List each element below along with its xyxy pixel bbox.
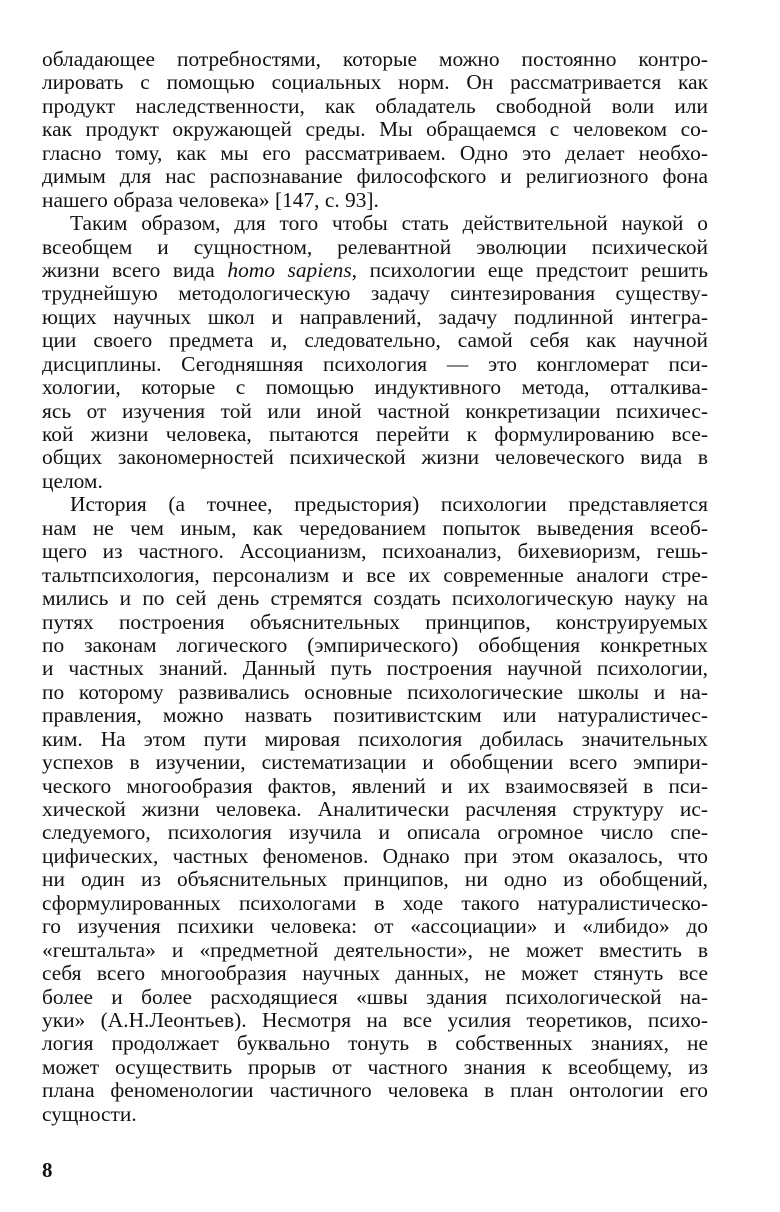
text-line: ческого многообразия фактов, явлений и их взаимосвязей в пси- xyxy=(42,774,708,798)
text-line: ции своего предмета и, следовательно, самой себя как научной xyxy=(42,329,708,353)
text-line: гласно тому, как мы его рассматриваем. Одно это делает необхо- xyxy=(42,141,708,165)
text-line: сущности. xyxy=(42,1102,137,1126)
text-line: ни один из объяснительных принципов, ни одно из обобщений, xyxy=(42,868,708,892)
text-line: жизни всего вида homo sapiens, психологии еще предстоит решить xyxy=(42,258,708,282)
text-line: сформулированных психологами в ходе такого натуралистическо- xyxy=(42,891,708,915)
text-line: как продукт окружающей среды. Мы обращаемся с человеком со- xyxy=(42,118,708,142)
text-line: «гештальта» и «предметной деятельности», не может вместить в xyxy=(42,938,708,962)
text-line: нашего образа человека» [147, с. 93]. xyxy=(42,188,379,212)
body-text xyxy=(42,48,708,1126)
paragraph-3 xyxy=(42,493,708,1126)
text-line: го изучения психики человека: от «ассоциации» и «либидо» до xyxy=(42,915,708,939)
text-line: правления, можно назвать позитивистским или натуралистичес- xyxy=(42,704,708,728)
text-line: может осуществить прорыв от частного знания к всеобщему, из xyxy=(42,1055,708,1079)
text-line: Таким образом, для того чтобы стать действительной наукой о xyxy=(70,212,708,236)
text-line: путях построения объяснительных принципов, конструируемых xyxy=(42,610,708,634)
text-line: димым для нас распознавание философского и религиозного фона xyxy=(42,165,708,189)
text-line: более и более расходящиеся «швы здания психологической на- xyxy=(42,985,708,1009)
text-line: нам не чем иным, как чередованием попыток выведения всеоб- xyxy=(42,516,708,540)
text-line: уки» (А.Н.Леонтьев). Несмотря на все усилия теоретиков, психо- xyxy=(42,1008,708,1032)
text-line: кой жизни человека, пытаются перейти к формулированию все- xyxy=(42,423,708,446)
text-line: по законам логического (эмпирического) обобщения конкретных xyxy=(42,633,708,657)
paragraph-1 xyxy=(42,48,708,212)
text-line: всеобщем и сущностном, релевантной эволюции психической xyxy=(42,235,708,259)
text-line: цифических, частных феноменов. Однако при этом оказалось, что xyxy=(42,844,708,868)
text-line: по которому развивались основные психологические школы и на- xyxy=(42,680,708,704)
page-number: 8 xyxy=(42,1158,53,1182)
text-line: ющих научных школ и направлений, задачу подлинной интегра- xyxy=(42,305,708,329)
text-line: общих закономерностей психической жизни человеческого вида в xyxy=(42,446,708,470)
text-line: целом. xyxy=(42,469,103,493)
text-line: успехов в изучении, систематизации и обобщении всего эмпири- xyxy=(42,751,708,775)
text-line: История (а точнее, предыстория) психологии представляется xyxy=(70,493,708,517)
text-line: следуемого, психология изучила и описала огромное число спе- xyxy=(42,821,708,845)
paragraph-2 xyxy=(42,212,708,493)
text-line: щего из частного. Ассоцианизм, психоанализ, бихевиоризм, гешь- xyxy=(42,540,708,564)
text-line: продукт наследственности, как обладатель свободной воли или xyxy=(42,94,708,118)
text-line: себя всего многообразия научных данных, не может стянуть все xyxy=(42,962,708,986)
text-line: ким. На этом пути мировая психология добилась значительных xyxy=(42,727,708,751)
text-line: хической жизни человека. Аналитически расчленяя структуру ис- xyxy=(42,798,708,821)
text-line: тальтпсихология, персонализм и все их современные аналоги стре- xyxy=(42,563,708,587)
text-line: лировать с помощью социальных норм. Он рассматривается как xyxy=(42,71,708,95)
text-line: обладающее потребностями, которые можно постоянно контро- xyxy=(42,48,708,71)
text-line: ясь от изучения той или иной частной конкретизации психичес- xyxy=(42,399,708,423)
text-line: логия продолжает буквально тонуть в собственных знаниях, не xyxy=(42,1032,708,1056)
text-line: плана феноменологии частичного человека в план онтологии его xyxy=(42,1079,708,1103)
text-line: дисциплины. Сегодняшняя психология — это конгломерат пси- xyxy=(42,352,708,376)
text-line: труднейшую методологическую задачу синтезирования существу- xyxy=(42,282,708,306)
text-line: хологии, которые с помощью индуктивного метода, отталкива- xyxy=(42,376,708,400)
text-line: мились и по сей день стремятся создать психологическую науку на xyxy=(42,587,708,611)
text-line: и частных знаний. Данный путь построения научной психологии, xyxy=(42,657,708,681)
